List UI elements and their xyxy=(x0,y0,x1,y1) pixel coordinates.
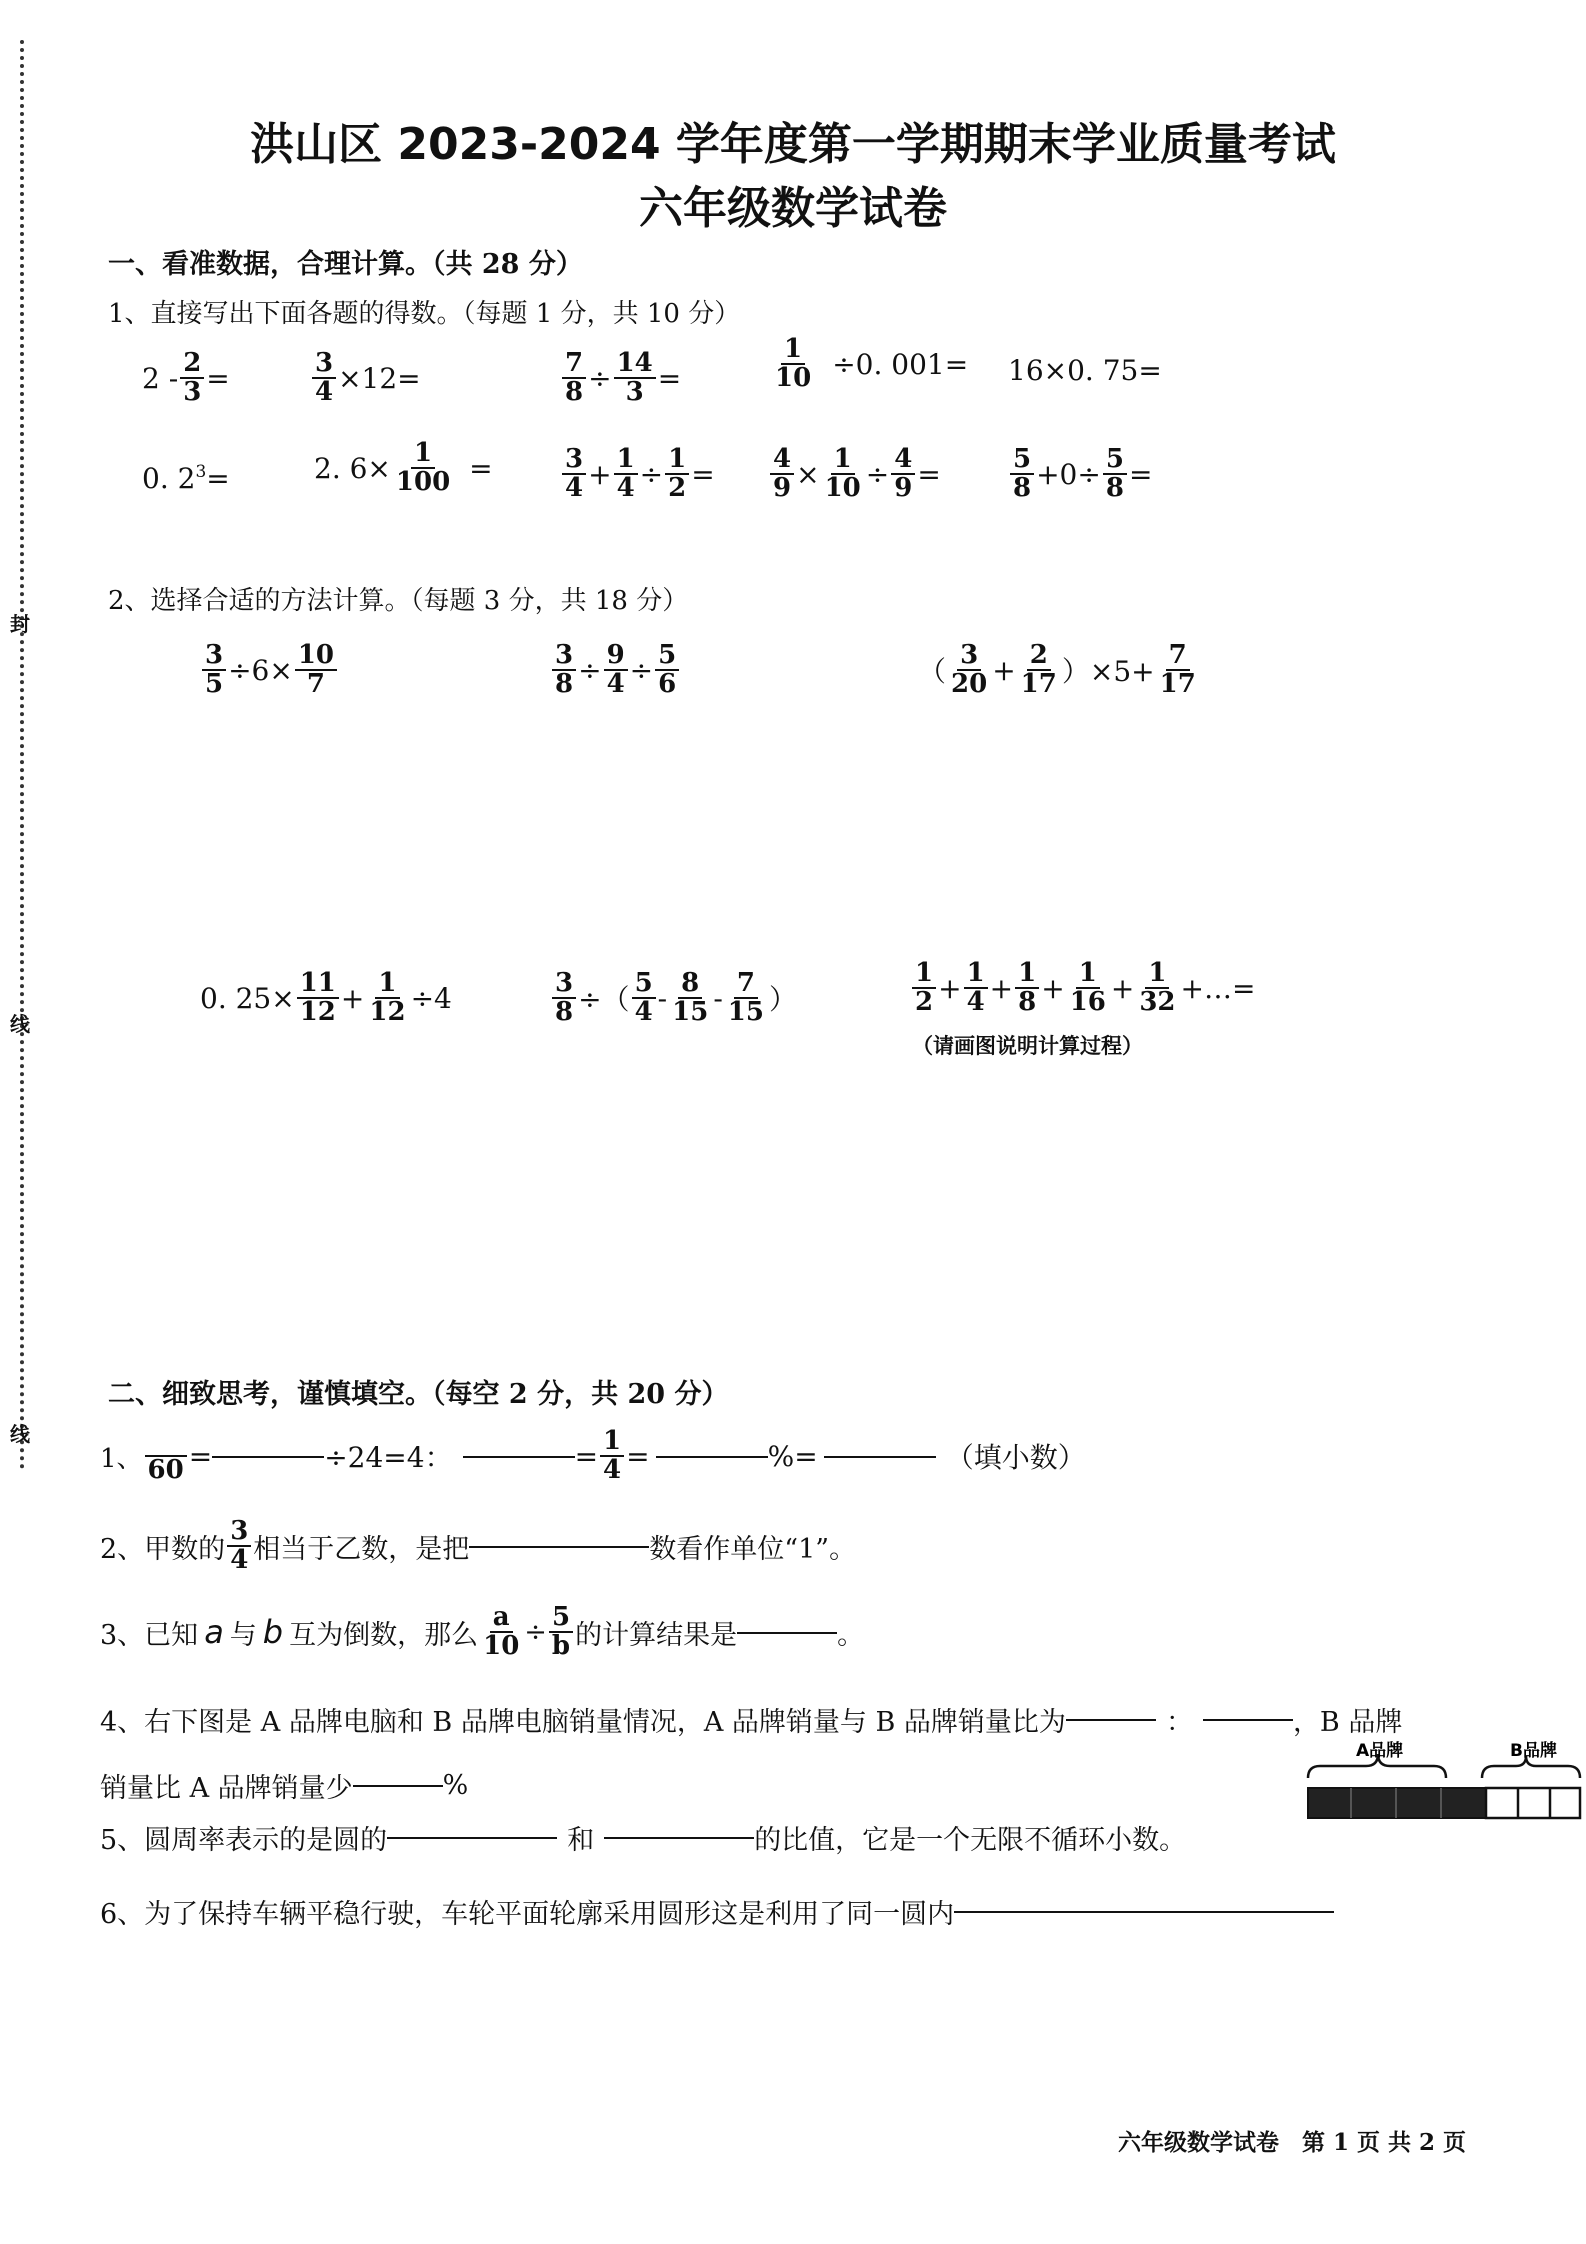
q2-problem-1: $\frac{3}{5}$ ÷6× $\frac{10}{7}$ xyxy=(200,642,339,699)
page-footer: 六年级数学试卷 第 1 页 共 2 页 xyxy=(1118,2129,1467,2156)
fill-q2-blank[interactable] xyxy=(469,1545,649,1548)
fill-q5-blank-2[interactable] xyxy=(604,1836,754,1839)
q1-r1-b: $\frac{3}{4}$ ×12= xyxy=(310,350,421,407)
q1-r2-e: 5 8 +0÷ $\frac{5}{8}$ = xyxy=(1008,446,1152,503)
section1-heading: 一、看准数据，合理计算。（共 28 分） xyxy=(108,249,583,280)
q1-r2-d: $\frac{4}{9}$ × $\frac{1}{10}$ ÷ $\frac{4}{9}$ = xyxy=(768,446,941,503)
fill-q1-blank-1[interactable] xyxy=(212,1455,324,1458)
fill-q4-blank-3[interactable] xyxy=(353,1784,443,1787)
fill-q4-blank-1[interactable] xyxy=(1066,1718,1156,1721)
fill-q1-blank-3[interactable] xyxy=(656,1455,768,1458)
binding-mark-seal: 封 xyxy=(10,612,30,636)
fill-q6: 6、为了保持车辆平稳行驶，车轮平面轮廓采用圆形这是利用了同一圆内 xyxy=(100,1892,1334,1931)
fill-q3: 3、已知 a 与 b 互为倒数，那么 $\frac{a}{10}$ ÷ $\frac{5}{b}$ 的计算结果是 。 xyxy=(100,1602,865,1662)
binding-mark-line-2: 线 xyxy=(10,1422,30,1446)
fill-q1: 1、 60 = ÷24=4： = $\frac{1}{4}$ = %= （填小数） xyxy=(100,1426,1086,1486)
q1-heading: 1、直接写出下面各题的得数。（每题 1 分，共 10 分） xyxy=(108,299,741,329)
q2-problem-6-note: （请画图说明计算过程） xyxy=(912,1033,1143,1058)
q2-problem-6: 1 2 + $\frac{1}{4}$ + $\frac{1}{8}$ + $\frac{1}{16}$ + $\frac{1}{32}$ +…= xyxy=(910,960,1255,1017)
q1-r1-a: 2 - $\frac{2}{3}$ = xyxy=(142,348,230,408)
q1-r1-e: 16×0. 75= xyxy=(1008,354,1162,387)
fill-q4-blank-2[interactable] xyxy=(1203,1718,1293,1721)
q1-r1-d: $\frac{1}{10}$ ÷0. 001= xyxy=(775,334,969,394)
section2-heading: 二、细致思考，谨慎填空。（每空 2 分，共 20 分） xyxy=(108,1379,729,1410)
fill-q6-blank[interactable] xyxy=(954,1910,1334,1913)
exam-title: 洪山区 2023-2024 学年度第一学期期末学业质量考试 xyxy=(250,119,1336,170)
q1-r2-a: 0. 2 $^3$ = xyxy=(142,461,230,495)
q2-problem-4: 0. 25× $\frac{11}{12}$ + $\frac{1}{12}$ ÷4 xyxy=(200,968,452,1028)
fill-q5-blank-1[interactable] xyxy=(387,1836,557,1839)
fill-q3-blank[interactable] xyxy=(737,1631,837,1634)
fill-q4-line1: 4、右下图是 A 品牌电脑和 B 品牌电脑销量情况，A 品牌销量与 B 品牌销量比为 ： ，B 品牌 xyxy=(100,1707,1403,1738)
q2-problem-2: $\frac{3}{8}$ ÷ $\frac{9}{4}$ ÷ $\frac{5}{6}$ xyxy=(550,642,681,699)
fill-q1-blank-4[interactable] xyxy=(824,1455,936,1458)
q2-problem-5: $\frac{3}{8}$ ÷（ 5 4 - 8 15 - 7 15 ） xyxy=(550,970,797,1027)
binding-mark-line-1: 线 xyxy=(10,1012,30,1036)
q2-problem-3: （ 3 20 + $\frac{2}{17}$ ）×5+ $\frac{7}{17}$ xyxy=(918,640,1196,700)
bar-b-segments xyxy=(1486,1788,1580,1818)
fill-q1-blank-2[interactable] xyxy=(463,1455,575,1458)
exam-subtitle: 六年级数学试卷 xyxy=(639,183,947,234)
fill-q5: 5、圆周率表示的是圆的 和 的比值，它是一个无限不循环小数。 xyxy=(100,1825,1187,1856)
binding-dotted-line xyxy=(20,40,24,1470)
q2-heading: 2、选择合适的方法计算。（每题 3 分，共 18 分） xyxy=(108,586,689,616)
q1-r2-c: 3 4 + $\frac{1}{4}$ ÷ $\frac{1}{2}$ = xyxy=(560,446,715,503)
fill-q4-line2: 销量比 A 品牌销量少 % xyxy=(100,1770,469,1804)
q1-r1-c: $\frac{7}{8}$ ÷ $\frac{14}{3}$ = xyxy=(560,350,681,407)
figure-label-b: B品牌 xyxy=(1510,1741,1557,1761)
figure-label-a: A品牌 xyxy=(1356,1741,1404,1761)
q1-r2-b: 2. 6× $\frac{1}{100}$ = xyxy=(314,438,493,498)
fill-q2: 2、甲数的 3 4 相当于乙数，是把 数看作单位“1”。 xyxy=(100,1516,857,1576)
sales-bar-figure xyxy=(1306,1738,1582,1838)
